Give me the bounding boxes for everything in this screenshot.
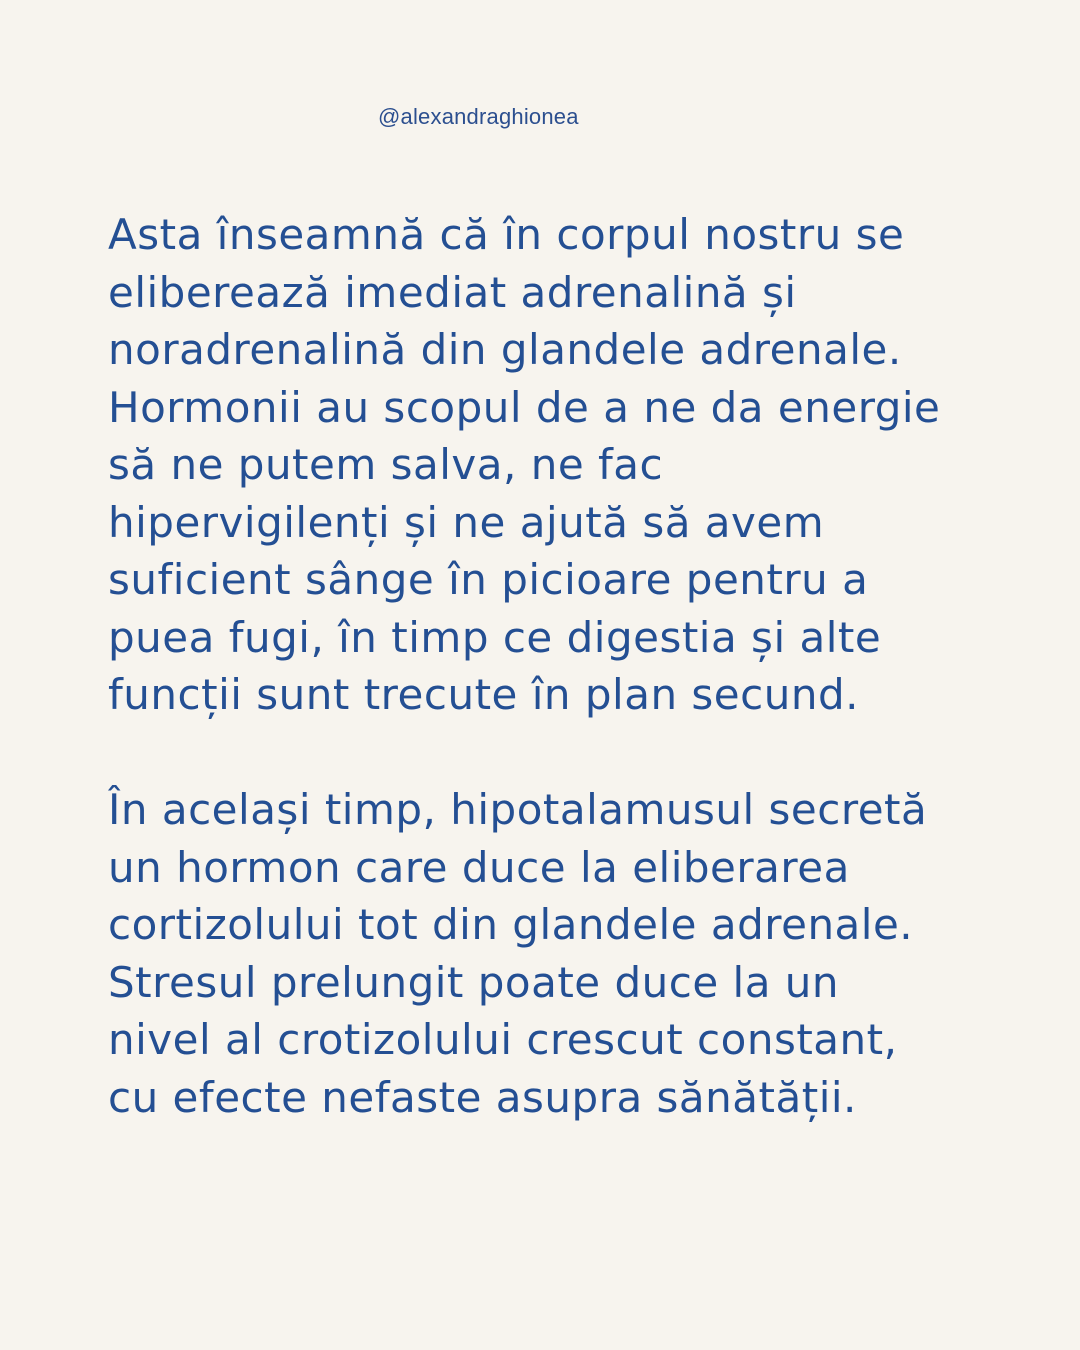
text-line: un hormon care duce la eliberarea — [108, 842, 850, 892]
text-line: hipervigilenți și ne ajută să avem — [108, 497, 825, 547]
paragraph-gap — [108, 724, 1008, 782]
text-line: cu efecte nefaste asupra sănătății. — [108, 1072, 857, 1122]
text-line: Stresul prelungit poate duce la un — [108, 957, 840, 1007]
paragraph-1 — [108, 206, 1008, 724]
text-line: Asta înseamnă că în corpul nostru se — [108, 210, 905, 259]
text-line: În același timp, hipotalamusul secretă — [108, 785, 928, 834]
text-line: nivel al crotizolului crescut constant, — [108, 1015, 898, 1064]
text-line: noradrenalină din glandele adrenale. — [108, 325, 902, 374]
text-line: Hormonii au scopul de a ne da energie — [108, 382, 941, 432]
text-line: eliberează imediat adrenalină și — [108, 267, 797, 317]
text-line: cortizolului tot din glandele adrenale. — [108, 900, 914, 949]
author-handle: @alexandraghionea — [378, 104, 579, 129]
paragraph-2 — [108, 781, 1008, 1126]
text-line: funcții sunt trecute în plan secund. — [108, 670, 859, 719]
text-line: să ne putem salva, ne fac — [108, 440, 664, 489]
text-line: suficient sânge în picioare pentru a — [108, 555, 869, 604]
post-text — [108, 206, 1008, 1126]
text-line: puea fugi, în timp ce digestia și alte — [108, 612, 882, 662]
